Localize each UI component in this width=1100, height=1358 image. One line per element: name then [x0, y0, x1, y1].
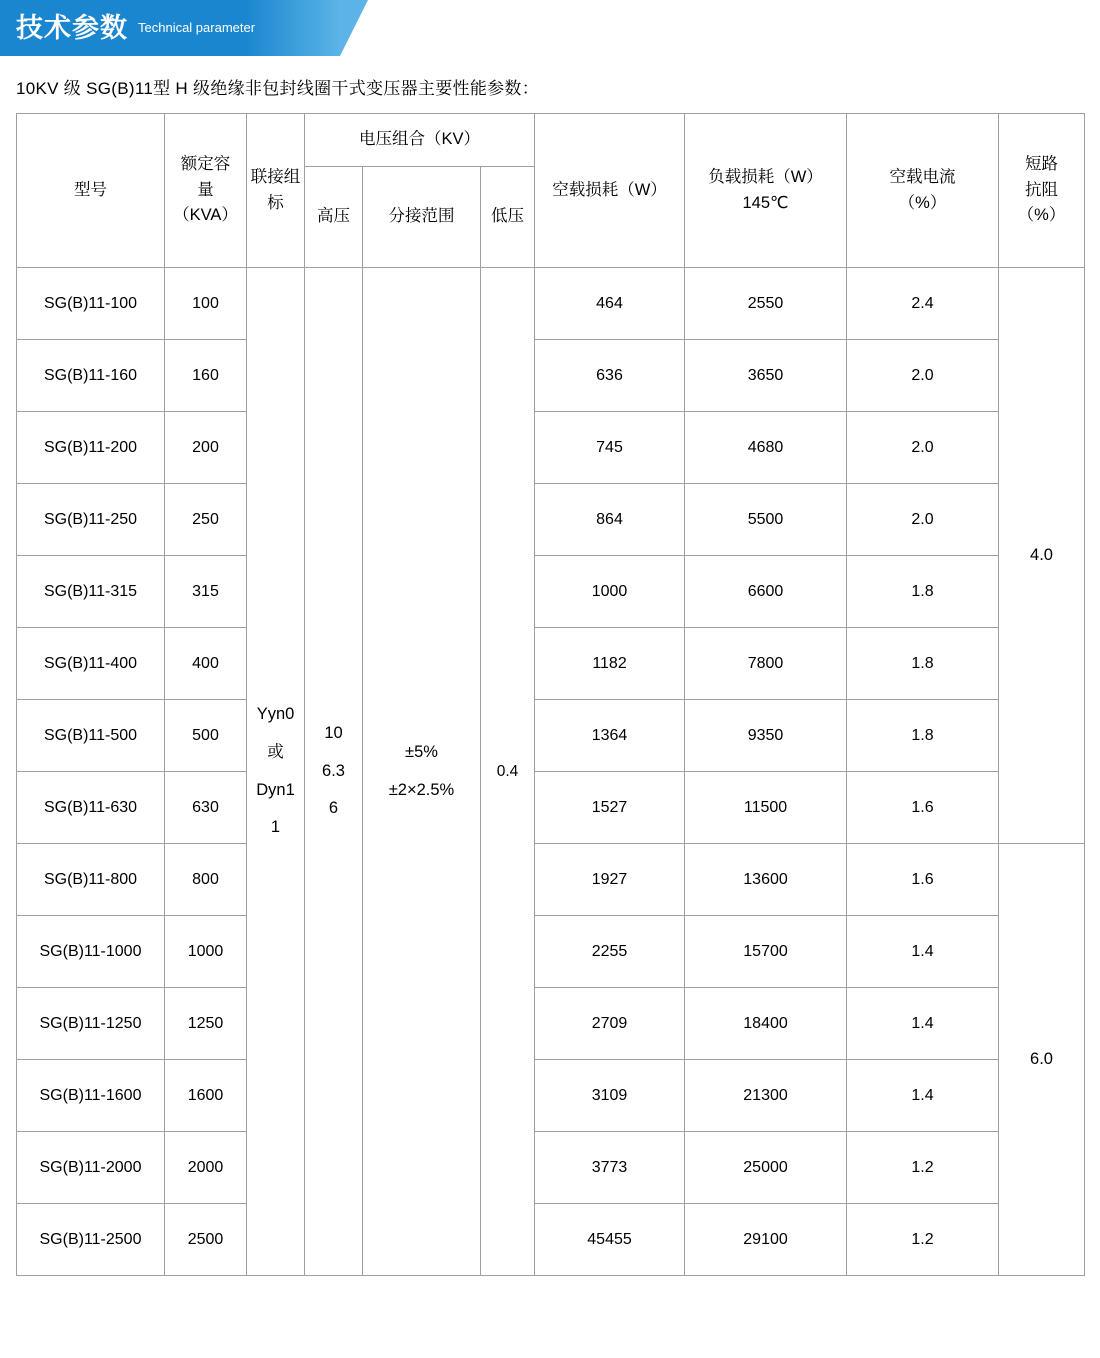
section-header-banner: [0, 0, 340, 56]
tap-range-value-1: ±5%: [405, 742, 438, 761]
header-connection-line2: 标: [267, 193, 284, 212]
cell-load-loss: 25000: [685, 1132, 847, 1204]
cell-model: SG(B)11-500: [17, 700, 165, 772]
cell-capacity: 250: [165, 484, 247, 556]
header-no-load-current-unit: （%）: [898, 193, 947, 212]
table-row: [17, 916, 1085, 988]
cell-load-loss: 11500: [685, 772, 847, 844]
table-row: [17, 700, 1085, 772]
header-impedance: [999, 114, 1085, 268]
cell-no-load-loss: 1527: [535, 772, 685, 844]
hv-value-1: 10: [324, 723, 343, 742]
cell-no-load-loss: 3109: [535, 1060, 685, 1132]
cell-tap-range-merged: [363, 268, 481, 1276]
cell-no-load-current: 1.8: [847, 556, 999, 628]
spec-table-container: [16, 113, 1084, 1276]
section-title-cn: 技术参数: [16, 12, 128, 43]
cell-no-load-loss: 45455: [535, 1204, 685, 1276]
spec-table: [16, 113, 1085, 1276]
header-model: 型号: [17, 114, 165, 268]
cell-capacity: 500: [165, 700, 247, 772]
cell-no-load-loss: 1000: [535, 556, 685, 628]
connection-option-1: Yyn0: [256, 704, 295, 723]
cell-capacity: 2000: [165, 1132, 247, 1204]
cell-no-load-current: 2.4: [847, 268, 999, 340]
header-impedance-line3: （%）: [1017, 206, 1066, 225]
table-row: [17, 772, 1085, 844]
cell-model: SG(B)11-2500: [17, 1204, 165, 1276]
header-no-load-loss: 空载损耗（W）: [535, 114, 685, 268]
cell-capacity: 315: [165, 556, 247, 628]
cell-lv-merged: 0.4: [481, 268, 535, 1276]
cell-no-load-loss: 3773: [535, 1132, 685, 1204]
cell-no-load-current: 1.2: [847, 1132, 999, 1204]
cell-connection-group-merged: [247, 268, 305, 1276]
cell-load-loss: 3650: [685, 340, 847, 412]
header-rated-capacity: [165, 114, 247, 268]
tap-range-value-2: ±2×2.5%: [388, 780, 455, 799]
table-header-row-1: [17, 114, 1085, 167]
cell-impedance-merged-top: 4.0: [999, 268, 1085, 844]
cell-capacity: 160: [165, 340, 247, 412]
cell-model: SG(B)11-1250: [17, 988, 165, 1060]
table-row: [17, 556, 1085, 628]
connection-option-2: Dyn1: [256, 780, 295, 799]
cell-model: SG(B)11-315: [17, 556, 165, 628]
cell-no-load-loss: 636: [535, 340, 685, 412]
connection-or: 或: [267, 742, 284, 761]
header-rated-capacity-line2: 量: [197, 180, 214, 199]
cell-no-load-current: 2.0: [847, 412, 999, 484]
cell-load-loss: 29100: [685, 1204, 847, 1276]
cell-load-loss: 13600: [685, 844, 847, 916]
cell-load-loss: 4680: [685, 412, 847, 484]
cell-model: SG(B)11-1600: [17, 1060, 165, 1132]
cell-model: SG(B)11-630: [17, 772, 165, 844]
cell-no-load-loss: 2255: [535, 916, 685, 988]
hv-value-2: 6.3: [322, 761, 345, 780]
cell-hv-merged: [305, 268, 363, 1276]
cell-capacity: 100: [165, 268, 247, 340]
header-load-loss-temp: 145℃: [742, 193, 789, 212]
cell-capacity: 1000: [165, 916, 247, 988]
table-row: [17, 412, 1085, 484]
table-row: [17, 268, 1085, 340]
cell-no-load-current: 1.6: [847, 844, 999, 916]
cell-no-load-current: 1.8: [847, 700, 999, 772]
cell-capacity: 1600: [165, 1060, 247, 1132]
cell-no-load-loss: 864: [535, 484, 685, 556]
cell-load-loss: 5500: [685, 484, 847, 556]
cell-capacity: 400: [165, 628, 247, 700]
cell-capacity: 200: [165, 412, 247, 484]
cell-capacity: 1250: [165, 988, 247, 1060]
cell-no-load-current: 1.4: [847, 988, 999, 1060]
cell-no-load-loss: 2709: [535, 988, 685, 1060]
header-hv: 高压: [305, 167, 363, 268]
cell-no-load-loss: 1364: [535, 700, 685, 772]
cell-no-load-loss: 464: [535, 268, 685, 340]
table-row: [17, 628, 1085, 700]
cell-load-loss: 18400: [685, 988, 847, 1060]
cell-no-load-current: 1.6: [847, 772, 999, 844]
cell-no-load-loss: 1182: [535, 628, 685, 700]
header-no-load-current: [847, 114, 999, 268]
connection-option-3: 1: [270, 818, 281, 837]
table-row: [17, 1204, 1085, 1276]
table-row: [17, 988, 1085, 1060]
header-connection-line1: 联接组: [250, 167, 301, 186]
table-row: [17, 340, 1085, 412]
cell-model: SG(B)11-200: [17, 412, 165, 484]
cell-load-loss: 2550: [685, 268, 847, 340]
header-lv: 低压: [481, 167, 535, 268]
cell-no-load-loss: 1927: [535, 844, 685, 916]
header-rated-capacity-line3: （KVA）: [173, 206, 238, 225]
header-impedance-line1: 短路: [1025, 155, 1059, 174]
table-row: [17, 844, 1085, 916]
cell-load-loss: 9350: [685, 700, 847, 772]
header-connection-group: [247, 114, 305, 268]
header-impedance-line2: 抗阻: [1025, 180, 1059, 199]
cell-capacity: 630: [165, 772, 247, 844]
header-voltage-group: 电压组合（KV）: [305, 114, 535, 167]
cell-load-loss: 15700: [685, 916, 847, 988]
cell-impedance-merged-bottom: 6.0: [999, 844, 1085, 1276]
cell-no-load-current: 2.0: [847, 340, 999, 412]
cell-capacity: 2500: [165, 1204, 247, 1276]
cell-load-loss: 7800: [685, 628, 847, 700]
hv-value-3: 6: [328, 799, 339, 818]
cell-load-loss: 21300: [685, 1060, 847, 1132]
intro-text: 10KV 级 SG(B)11型 H 级绝缘非包封线圈干式变压器主要性能参数：: [16, 79, 540, 98]
cell-model: SG(B)11-100: [17, 268, 165, 340]
cell-model: SG(B)11-1000: [17, 916, 165, 988]
cell-model: SG(B)11-800: [17, 844, 165, 916]
cell-model: SG(B)11-160: [17, 340, 165, 412]
cell-capacity: 800: [165, 844, 247, 916]
cell-no-load-current: 2.0: [847, 484, 999, 556]
header-tap-range: 分接范围: [363, 167, 481, 268]
header-load-loss-label: 负载损耗（W）: [708, 167, 823, 186]
cell-no-load-current: 1.4: [847, 916, 999, 988]
cell-model: SG(B)11-400: [17, 628, 165, 700]
cell-no-load-current: 1.8: [847, 628, 999, 700]
cell-no-load-current: 1.2: [847, 1204, 999, 1276]
section-title-en: Technical parameter: [138, 19, 256, 35]
cell-no-load-loss: 745: [535, 412, 685, 484]
table-row: [17, 1132, 1085, 1204]
table-row: [17, 1060, 1085, 1132]
header-load-loss: [685, 114, 847, 268]
header-rated-capacity-line1: 额定容: [180, 155, 231, 174]
table-body: [17, 268, 1085, 1276]
cell-model: SG(B)11-250: [17, 484, 165, 556]
cell-no-load-current: 1.4: [847, 1060, 999, 1132]
header-no-load-current-label: 空载电流: [889, 167, 956, 186]
table-row: [17, 484, 1085, 556]
cell-model: SG(B)11-2000: [17, 1132, 165, 1204]
cell-load-loss: 6600: [685, 556, 847, 628]
